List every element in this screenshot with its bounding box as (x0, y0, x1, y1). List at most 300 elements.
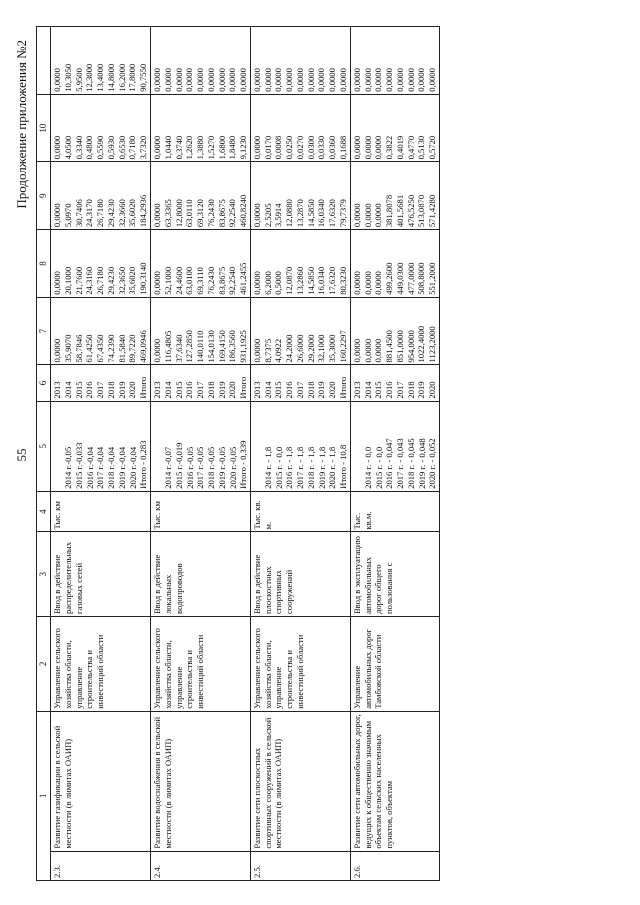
activity-name: Развитие сети плоскостных спортивных сооружений в сельской местности (в лимитах ОАИП) (251, 711, 351, 851)
cell-value: 0,0000 (337, 68, 348, 92)
cell-value: 2019 г.-0,04 (116, 446, 127, 489)
cell-value: 2020 г. - 1,8 (327, 446, 338, 489)
cell-value: 460,8240 (238, 194, 248, 228)
row-number: 2.4. (151, 851, 251, 880)
cell-value: 17,8000 (127, 63, 138, 92)
year-value: 2014 (262, 381, 273, 399)
year-value: 2019 (216, 381, 227, 399)
year-value: 2018 (405, 381, 416, 399)
cell-value: 0,0000 (294, 68, 305, 92)
cell-value: 0,0000 (284, 68, 295, 92)
cell-value: 58,7846 (73, 334, 84, 363)
cell-value: 0,1688 (337, 135, 348, 160)
cell-value: 881,4500 (384, 330, 395, 363)
year-value: 2020 (427, 381, 438, 399)
year-value: 2018 (205, 381, 216, 399)
indicator-description: Ввод в действие плоскостных спортивных сооружений (251, 532, 351, 617)
cell-value: 12,3000 (84, 63, 95, 92)
annual-target-list (51, 401, 151, 491)
year-value: 2016 (384, 381, 395, 399)
year-value: 2014 (362, 381, 373, 399)
year-value: 2015 (273, 381, 284, 399)
activity-name: Развитие водоснабжения в сельской местности (в лимитах ОАИП) (151, 711, 251, 851)
cell-value: 17,6320 (327, 266, 338, 295)
cell-value: 2018 г. - 1,8 (305, 446, 316, 489)
spacer (252, 404, 263, 489)
cell-value: 24,3170 (84, 199, 95, 228)
cell-value: 0,0000 (252, 338, 262, 363)
cell-value: 0,0000 (351, 135, 362, 160)
cell-value: 35,6020 (127, 266, 138, 295)
cell-value: 30,7406 (73, 199, 84, 228)
cell-value: 0,5590 (95, 135, 106, 160)
cell-value: 92,2540 (227, 199, 238, 228)
table-row (51, 27, 151, 881)
cell-value: 2019 г.-0,05 (216, 446, 227, 489)
cell-value: 1,6800 (216, 135, 227, 160)
cell-value: 37,6340 (173, 334, 184, 363)
funding-values (350, 27, 439, 95)
cell-value: 2016 г.-0,05 (184, 446, 195, 489)
cell-value: 52,1000 (162, 266, 173, 295)
cell-value: 12,8000 (173, 199, 184, 228)
cell-value: 29,2000 (305, 334, 316, 363)
cell-value: 0,0000 (152, 338, 163, 363)
cell-value: 2016 г.-0,04 (84, 446, 95, 489)
cell-value: 469,0946 (138, 330, 149, 363)
responsible-executor: Управление сельского хозяйства области, управление строительства и инвестиций области (51, 617, 151, 712)
cell-value: 1123,2000 (427, 326, 438, 363)
cell-value: 2018 г.-0,04 (106, 446, 117, 489)
funding-values (51, 162, 151, 230)
year-value: 2016 (184, 381, 195, 399)
annual-target-list (350, 401, 439, 491)
year-value: 2017 (294, 381, 305, 399)
funding-values (350, 230, 439, 298)
funding-values (151, 94, 251, 162)
cell-value: 499,2600 (384, 262, 395, 295)
cell-value: 29,4230 (105, 199, 116, 228)
cell-value: 92,2540 (227, 266, 238, 295)
year-value: 2020 (127, 381, 138, 399)
cell-value: 24,2000 (284, 334, 295, 363)
cell-value: 13,2860 (294, 266, 305, 295)
column-header: 3 (37, 532, 51, 617)
cell-value: 2020 г. - 0,052 (427, 438, 438, 489)
cell-value: 0,0000 (152, 68, 163, 92)
cell-value: 0,4800 (84, 135, 95, 160)
cell-value: 2014 г. - 0,0 (362, 446, 373, 489)
cell-value: 0,4019 (394, 135, 405, 160)
cell-value: 0,0000 (427, 68, 438, 92)
cell-value: 0,0000 (262, 68, 273, 92)
annual-target-list (151, 401, 251, 491)
column-header: 1 (37, 711, 51, 880)
cell-value: 0,0170 (262, 135, 273, 160)
spacer (352, 404, 363, 489)
cell-value: 381,8078 (384, 194, 395, 228)
cell-value: 0,3822 (384, 135, 395, 160)
cell-value: 476,5250 (405, 194, 416, 228)
year-value: 2018 (305, 381, 316, 399)
cell-value: 169,4150 (216, 330, 227, 363)
cell-value: 0,0000 (152, 135, 163, 160)
cell-value: 0,0000 (362, 203, 373, 228)
funding-values (251, 297, 351, 365)
cell-value: 0,0000 (362, 135, 373, 160)
cell-value: 24,4600 (173, 266, 184, 295)
table-body (51, 27, 440, 881)
cell-value: 32,3650 (116, 266, 127, 295)
responsible-executor: Управление сельского хозяйства области, управление строительства и инвестиций области (151, 617, 251, 712)
cell-value: 0,5000 (273, 271, 284, 295)
cell-value: 69,3120 (195, 199, 206, 228)
cell-value: 508,8000 (416, 262, 427, 295)
cell-value: 0,0000 (227, 68, 238, 92)
cell-value: 2018 г.-0,05 (206, 446, 217, 489)
cell-value: 2016 г. - 1,8 (284, 446, 295, 489)
cell-value: 14,8000 (105, 63, 116, 92)
cell-value: 2015 г.-0,033 (73, 442, 84, 489)
cell-value: 32,1000 (316, 334, 327, 363)
column-header: 6 (37, 365, 51, 401)
cell-value: 449,0300 (394, 262, 405, 295)
cell-value: 0,0000 (416, 68, 427, 92)
cell-value: 83,8675 (216, 199, 227, 228)
cell-value: 0,0000 (195, 68, 206, 92)
cell-value: 0,0300 (305, 135, 316, 160)
cell-value: 0,4770 (405, 135, 416, 160)
cell-value: 26,7180 (95, 199, 106, 228)
cell-value: 16,0340 (316, 199, 327, 228)
cell-value: 1,0440 (162, 135, 173, 160)
cell-value: 1022,4000 (416, 325, 427, 363)
cell-value: 8,7375 (262, 338, 273, 363)
cell-value: 67,4350 (95, 334, 106, 363)
year-value: 2013 (52, 381, 63, 399)
cell-value: 0,0000 (362, 338, 373, 363)
cell-value: 0,5930 (105, 135, 116, 160)
year-value: 2015 (73, 381, 84, 399)
indicator-description: Ввод в действие распределительных газовых сетей (51, 532, 151, 617)
cell-value: 0,0000 (184, 68, 195, 92)
cell-value: 2019 г. - 0,048 (416, 438, 427, 489)
year-value: 2020 (327, 381, 338, 399)
cell-value: 35,9070 (62, 334, 73, 363)
cell-value: 0,0000 (351, 271, 362, 295)
cell-value: 5,9500 (73, 68, 84, 92)
activity-name: Развитие газификации в сельской местности (в лимитах ОАИП) (51, 711, 151, 851)
year-value: 2015 (373, 381, 384, 399)
year-value: 2013 (252, 381, 262, 399)
indicator-description: Ввод в действие локальных водопроводов (151, 532, 251, 617)
appendix-title: Продолжение приложения №2 (14, 40, 29, 209)
funding-values (251, 162, 351, 230)
cell-value: 160,2297 (337, 330, 348, 363)
funding-values (51, 230, 151, 298)
cell-value: Итого - 0,283 (138, 440, 149, 489)
cell-value: 63,0100 (184, 266, 195, 295)
cell-value: 0,0000 (373, 68, 384, 92)
cell-value: 0,5130 (416, 135, 427, 160)
cell-value: 0,0000 (162, 68, 173, 92)
year-value: 2014 (62, 381, 73, 399)
cell-value: 2017 г. - 0,043 (395, 438, 406, 489)
spacer (152, 404, 163, 489)
year-value: 2015 (173, 381, 184, 399)
funding-values (350, 162, 439, 230)
cell-value: 2015 г. - 0,0 (373, 446, 384, 489)
cell-value: 0,0000 (205, 68, 216, 92)
cell-value: 0,0000 (152, 271, 163, 295)
column-header: 7 (37, 297, 51, 365)
year-value: 2019 (316, 381, 327, 399)
cell-value: 0,0000 (351, 338, 362, 363)
cell-value: 80,3230 (337, 266, 348, 295)
cell-value: 35,3000 (327, 334, 338, 363)
cell-value: 2014 г. - 1,8 (263, 446, 273, 489)
cell-value: 477,0000 (405, 262, 416, 295)
cell-value: 2017 г.-0,05 (195, 446, 206, 489)
cell-value: 32,3660 (116, 199, 127, 228)
cell-value: 13,4000 (95, 63, 106, 92)
funding-values (51, 297, 151, 365)
cell-value: 12,0870 (284, 266, 295, 295)
cell-value: 26,6000 (294, 334, 305, 363)
cell-value: 16,0340 (316, 266, 327, 295)
cell-value: 2016 г. - 0,047 (384, 438, 395, 489)
cell-value: 140,0110 (195, 330, 206, 363)
funding-values (350, 94, 439, 162)
cell-value: 3,7320 (138, 135, 149, 160)
cell-value: 2014 г.-0,07 (163, 446, 174, 489)
funding-values (251, 94, 351, 162)
cell-value: 154,0130 (205, 330, 216, 363)
year-value: 2017 (95, 381, 106, 399)
year-value: 2018 (105, 381, 116, 399)
cell-value: 1,2620 (184, 135, 195, 160)
funding-values (51, 27, 151, 95)
cell-value: 69,3110 (195, 267, 206, 295)
year-list (350, 365, 439, 401)
cell-value: 61,4250 (84, 334, 95, 363)
funding-values (251, 230, 351, 298)
cell-value: 83,8675 (216, 266, 227, 295)
cell-value: 0,6530 (116, 135, 127, 160)
cell-value: 184,2936 (138, 194, 149, 228)
cell-value: 10,3050 (62, 63, 73, 92)
cell-value: 20,1000 (62, 266, 73, 295)
cell-value: 0,0000 (273, 68, 284, 92)
cell-value: 954,0000 (405, 330, 416, 363)
cell-value: 4,0922 (273, 338, 284, 363)
year-value: 2013 (351, 381, 362, 399)
unit-of-measure: Тыс. км (51, 491, 151, 532)
cell-value: 1,3880 (195, 135, 206, 160)
cell-value: 0,0000 (238, 68, 248, 92)
year-value: 2013 (152, 381, 163, 399)
unit-of-measure: Тыс. кв. м. (251, 491, 351, 532)
year-list (251, 365, 351, 401)
indicator-description: Ввод в эксплуатацию автомобильных дорог общего пользования с (350, 532, 439, 617)
cell-value: Итого - 10,8 (338, 444, 349, 489)
cell-value: 74,2390 (105, 334, 116, 363)
cell-value: 0,0008 (273, 135, 284, 160)
cell-value: 2015 г. - 0,0 (273, 446, 284, 489)
cell-value: 0,0000 (316, 68, 327, 92)
cell-value: 0,3340 (73, 135, 84, 160)
cell-value: 63,3365 (162, 199, 173, 228)
cell-value: 4,0500 (62, 135, 73, 160)
year-value: 2016 (284, 381, 295, 399)
responsible-executor: Управление сельского хозяйства области, управление строительства и инвестиций области (251, 617, 351, 712)
row-number: 2.6. (350, 851, 439, 880)
cell-value: 931,1925 (238, 330, 248, 363)
responsible-executor: Управление автомобильных дорог Тамбовской области (350, 617, 439, 712)
cell-value: 0,0000 (394, 68, 405, 92)
table-row (350, 27, 439, 881)
cell-value: 21,7600 (73, 266, 84, 295)
cell-value: 14,5850 (305, 266, 316, 295)
cell-value: 2020 г.-0,04 (127, 446, 138, 489)
cell-value: 0,0000 (52, 68, 63, 92)
funding-values (151, 297, 251, 365)
table-row (251, 27, 351, 881)
cell-value: 186,3560 (227, 330, 238, 363)
cell-value: 0,0000 (373, 203, 384, 228)
cell-value: Итого - 0,339 (238, 440, 249, 489)
cell-value: 0,0000 (152, 203, 163, 228)
funding-values (151, 230, 251, 298)
year-value: Итого (138, 376, 149, 399)
column-header: 10 (37, 94, 51, 162)
cell-value: 2019 г. - 1,8 (316, 446, 327, 489)
cell-value: 6,2000 (262, 271, 273, 295)
cell-value: 0,0000 (405, 68, 416, 92)
year-list (151, 365, 251, 401)
row-number: 2.5. (251, 851, 351, 880)
cell-value: 13,2870 (294, 199, 305, 228)
funding-values (151, 162, 251, 230)
cell-value: 0,0000 (52, 338, 63, 363)
unit-of-measure: Тыс. км (151, 491, 251, 532)
annual-target-list (251, 401, 351, 491)
funding-values (350, 297, 439, 365)
cell-value: 0,0000 (384, 68, 395, 92)
cell-value: 90,7550 (138, 63, 149, 92)
column-header (37, 27, 51, 95)
year-value: 2014 (162, 381, 173, 399)
year-value: 2019 (116, 381, 127, 399)
year-value: 2017 (394, 381, 405, 399)
cell-value: 35,6020 (127, 199, 138, 228)
cell-value: 127,2850 (184, 330, 195, 363)
cell-value: 0,0000 (252, 135, 262, 160)
year-value: 2020 (227, 381, 238, 399)
year-value: Итого (238, 376, 248, 399)
cell-value: 2018 г. - 0,045 (405, 438, 416, 489)
cell-value: 0,0000 (373, 338, 384, 363)
cell-value: 0,0000 (327, 68, 338, 92)
cell-value: 0,0000 (173, 68, 184, 92)
cell-value: 0,5720 (427, 135, 438, 160)
cell-value: 14,5850 (305, 199, 316, 228)
cell-value: 0,0000 (52, 203, 63, 228)
cell-value: 851,0000 (394, 330, 405, 363)
cell-value: 190,3140 (138, 262, 149, 295)
cell-value: 76,2430 (205, 266, 216, 295)
cell-value: 2020 г.-0,05 (227, 446, 238, 489)
row-number: 2.3. (51, 851, 151, 880)
year-value: 2017 (195, 381, 206, 399)
year-value: Итого (337, 376, 348, 399)
year-value: 2016 (84, 381, 95, 399)
cell-value: 2014 г.-0,05 (63, 446, 74, 489)
cell-value: 0,0000 (252, 271, 262, 295)
cell-value: 12,0880 (284, 199, 295, 228)
appendix-table (36, 26, 440, 881)
cell-value: 513,0870 (416, 194, 427, 228)
cell-value: 81,5840 (116, 334, 127, 363)
cell-value: 79,7379 (337, 199, 348, 228)
cell-value: 0,0360 (327, 135, 338, 160)
page-number: 55 (14, 448, 29, 462)
cell-value: 2017 г. - 1,8 (295, 446, 306, 489)
cell-value: 26,7180 (95, 266, 106, 295)
cell-value: 0,0000 (216, 68, 227, 92)
cell-value: 0,0000 (362, 271, 373, 295)
column-number-row (37, 27, 51, 881)
cell-value: 0,0000 (305, 68, 316, 92)
funding-values (151, 27, 251, 95)
cell-value: 29,4230 (105, 266, 116, 295)
cell-value: 116,4805 (162, 330, 173, 363)
cell-value: 63,0110 (184, 199, 195, 228)
cell-value: 2015 г.-0,019 (173, 442, 184, 489)
cell-value: 9,1230 (238, 135, 248, 160)
table-row (151, 27, 251, 881)
spacer (52, 404, 63, 489)
column-header: 8 (37, 230, 51, 298)
year-value: 2019 (416, 381, 427, 399)
cell-value: 0,0250 (284, 135, 295, 160)
cell-value: 2017 г.-0,04 (95, 446, 106, 489)
cell-value: 0,0000 (52, 271, 63, 295)
cell-value: 0,7180 (127, 135, 138, 160)
cell-value: 16,2000 (116, 63, 127, 92)
cell-value: 17,6320 (327, 199, 338, 228)
cell-value: 0,0000 (351, 68, 362, 92)
cell-value: 0,0000 (362, 68, 373, 92)
cell-value: 0,0000 (373, 271, 384, 295)
cell-value: 461,2455 (238, 262, 248, 295)
column-header: 9 (37, 162, 51, 230)
cell-value: 0,3740 (173, 135, 184, 160)
funding-values (51, 94, 151, 162)
cell-value: 24,3160 (84, 266, 95, 295)
cell-value: 0,0000 (373, 135, 384, 160)
column-header: 5 (37, 401, 51, 491)
cell-value: 89,7220 (127, 334, 138, 363)
funding-values (251, 27, 351, 95)
cell-value: 401,5681 (394, 194, 405, 228)
cell-value: 2,5205 (262, 203, 273, 228)
cell-value: 0,0000 (252, 203, 262, 228)
cell-value: 0,0000 (252, 68, 262, 92)
cell-value: 0,0000 (52, 135, 63, 160)
cell-value: 571,4280 (427, 194, 438, 228)
cell-value: 551,2000 (427, 262, 438, 295)
